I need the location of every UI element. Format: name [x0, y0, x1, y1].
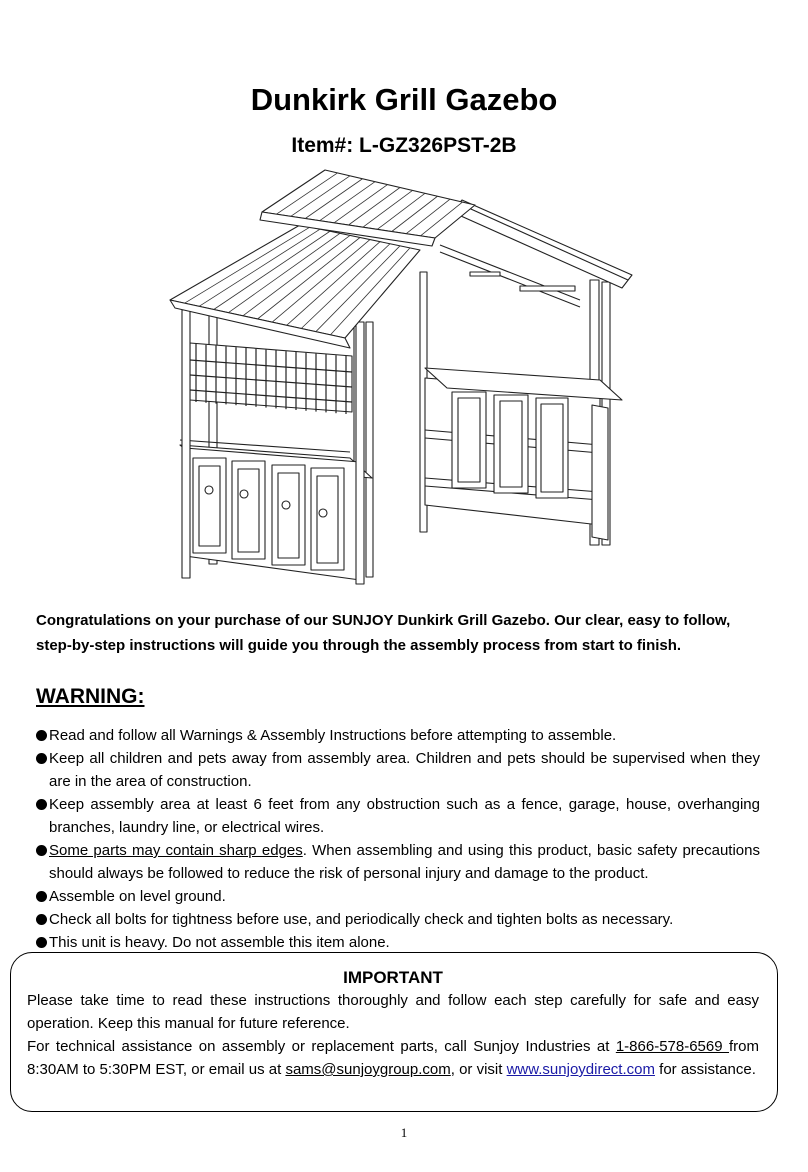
website-link[interactable]: www.sunjoydirect.com [506, 1061, 655, 1078]
phone-number[interactable]: 1-866-578-6569 [615, 1038, 729, 1055]
list-item: Keep all children and pets away from assembly area. Children and pets should be supervised when they are in the area of construction. [36, 747, 760, 793]
list-item: Keep assembly area at least 6 feet from any obstruction such as a fence, garage, house, overhanging branches, laundry line, or electrical wires. [36, 793, 760, 839]
important-paragraph-2: For technical assistance on assembly or replacement parts, call Sunjoy Industries at 1-866-578-6569 from 8:30AM to 5:30PM EST, or email us at sams@sunjoygroup.com, or visit www.sunjoydirect.com for assistance. [27, 1038, 759, 1078]
item-number: Item#: L-GZ326PST-2B [291, 134, 517, 157]
warning-heading: WARNING: [36, 685, 145, 708]
important-text [27, 989, 759, 1081]
list-item: Check all bolts for tightness before use, and periodically check and tighten bolts as necessary. [36, 908, 760, 931]
page-number: 1 [400, 1125, 408, 1140]
list-item: Assemble on level ground. [36, 885, 760, 908]
list-item: This unit is heavy. Do not assemble this item alone. [36, 931, 760, 954]
important-heading: IMPORTANT [343, 968, 443, 987]
sharp-edges-underline: Some parts may contain sharp edges [49, 842, 303, 859]
list-item: Some parts may contain sharp edges. When assembling and using this product, basic safety precautions should always be followed to reduce the risk of personal injury and damage to the product. [36, 839, 760, 885]
email-link[interactable]: sams@sunjoygroup.com [285, 1061, 451, 1078]
important-paragraph-1: Please take time to read these instructions thoroughly and follow each step carefully for safe and easy operation. Keep this manual for future reference. [27, 992, 759, 1032]
intro-paragraph: Congratulations on your purchase of our SUNJOY Dunkirk Grill Gazebo. Our clear, easy to follow, step-by-step instructions will guide you through the assembly process from start to finish. [36, 612, 731, 654]
gazebo-illustration [160, 166, 640, 588]
document-title: Dunkirk Grill Gazebo [250, 82, 558, 117]
list-item: Read and follow all Warnings & Assembly Instructions before attempting to assemble. [36, 724, 760, 747]
warning-list [36, 724, 760, 954]
